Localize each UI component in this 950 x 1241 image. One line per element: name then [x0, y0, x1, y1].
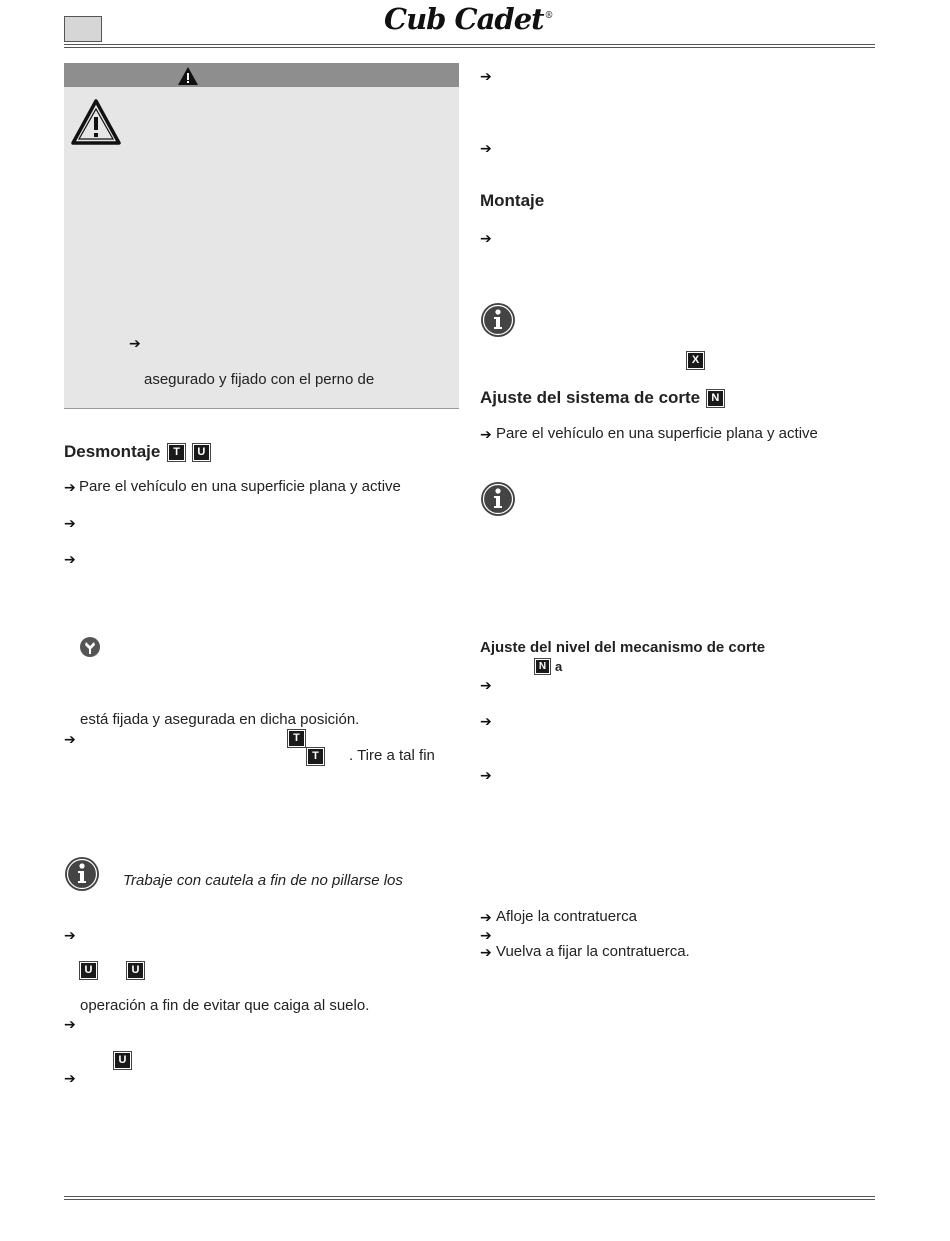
figure-badge-n: N: [536, 660, 549, 673]
figure-badge-u: U: [128, 963, 143, 978]
step-arrow: ➔: [480, 677, 492, 693]
warning-triangle-icon: [70, 98, 122, 146]
figure-badge-u: U: [81, 963, 96, 978]
footer-rule: [64, 1196, 875, 1197]
step-arrow: ➔: [64, 515, 76, 531]
figure-badge-t: T: [169, 445, 184, 460]
step-arrow: ➔: [480, 426, 492, 442]
ajuste-nivel-loosen: Afloje la contratuerca: [496, 908, 637, 925]
figure-badge-suffix: a: [555, 659, 563, 674]
desmontaje-heading: [64, 442, 209, 462]
figure-badge-t: T: [308, 749, 323, 764]
step-arrow: ➔: [480, 68, 492, 84]
ajuste-corte-heading-text: Ajuste del sistema de corte: [480, 388, 701, 407]
warning-arrow: ➔: [129, 335, 141, 351]
ajuste-corte-heading: [480, 388, 723, 408]
step-arrow: ➔: [64, 479, 76, 495]
page-number-box: [64, 16, 102, 42]
info-circle-icon: [480, 302, 516, 338]
desmontaje-heading-text: Desmontaje: [64, 442, 161, 461]
step-arrow: ➔: [480, 713, 492, 729]
figure-badge-n: N: [708, 391, 723, 406]
footer-rule-thin: [64, 1199, 875, 1200]
header-rule-thin: [64, 47, 875, 48]
montaje-heading: Montaje: [480, 191, 545, 210]
ajuste-nivel-refix: Vuelva a fijar la contratuerca.: [496, 943, 690, 960]
desmontaje-step-1: Pare el vehículo en una superficie plana y active: [79, 478, 401, 495]
desmontaje-pull-text: . Tire a tal fin: [349, 747, 435, 764]
step-arrow: ➔: [480, 767, 492, 783]
step-arrow: ➔: [480, 927, 492, 943]
warning-panel-header: [64, 63, 459, 87]
info-circle-icon: [64, 856, 100, 892]
step-arrow: ➔: [64, 551, 76, 567]
step-arrow: ➔: [64, 1070, 76, 1086]
warning-text-line: asegurado y fijado con el perno de: [144, 371, 375, 388]
step-arrow: ➔: [64, 927, 76, 943]
header-rule: [64, 44, 875, 45]
step-arrow: ➔: [64, 1016, 76, 1032]
step-arrow: ➔: [480, 944, 492, 960]
step-arrow: ➔: [64, 731, 76, 747]
brand-logo: Cub Cadet®: [384, 2, 553, 36]
caution-text: Trabaje con cautela a fin de no pillarse los: [123, 872, 403, 889]
desmontaje-fixed-line: está fijada y asegurada en dicha posición.: [80, 711, 360, 728]
wrench-icon: [79, 636, 101, 658]
ajuste-corte-step-1: Pare el vehículo en una superficie plana y active: [496, 425, 818, 442]
step-arrow: ➔: [480, 909, 492, 925]
warning-small-icon: [177, 66, 199, 86]
operation-text: operación a fin de evitar que caiga al suelo.: [80, 997, 370, 1014]
step-arrow: ➔: [480, 140, 492, 156]
info-circle-icon: [480, 481, 516, 517]
warning-panel: [64, 63, 459, 409]
figure-badge-t: T: [289, 731, 304, 746]
figure-badge-u: U: [194, 445, 209, 460]
ajuste-nivel-heading: Ajuste del nivel del mecanismo de corte: [480, 639, 766, 656]
step-arrow: ➔: [480, 230, 492, 246]
figure-badge-u: U: [115, 1053, 130, 1068]
figure-badge-x: X: [688, 353, 703, 368]
